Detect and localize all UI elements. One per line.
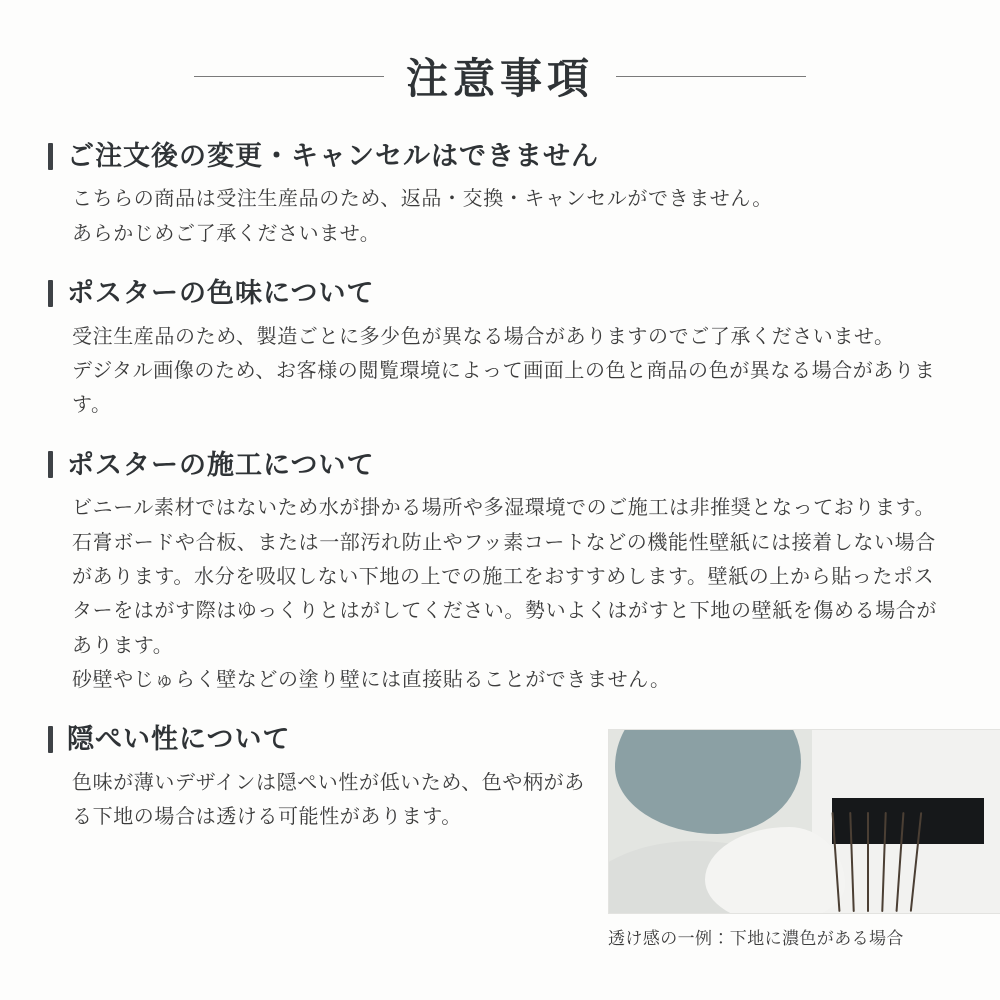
figure-caption: 透け感の一例：下地に濃色がある場合 (608, 929, 904, 949)
section-order-change (48, 140, 952, 251)
section-heading-label: 隠ぺい性について (67, 724, 291, 755)
opacity-text-column (48, 723, 588, 834)
section-paragraph: 砂壁やじゅらく壁などの塗り壁には直接貼ることができません。 (72, 669, 671, 692)
opacity-figure-column (608, 729, 1000, 949)
section-heading (48, 277, 952, 309)
sample-poster-image (608, 729, 1000, 914)
section-paragraph: 受注生産品のため、製造ごとに多少色が異なる場合がありますのでご了承くださいませ。 (72, 325, 895, 348)
heading-accent-bar (48, 143, 53, 170)
section-paragraph: あらかじめご了承くださいませ。 (72, 222, 381, 245)
title-rule-left (194, 76, 384, 77)
section-paragraph: ビニール素材ではないため水が掛かる場所や多湿環境でのご施工は非推奨となっております。石膏ボードや合板、または一部汚れ防止やフッ素コートなどの機能性壁紙には接着しない場合があります。水分を吸収しない下地の上での施工をおすすめします。壁紙の上から貼ったポスターをはがす際はゆっくりとはがしてください。勢いよくはがすと下地の壁紙を傷める場合があります。 (72, 497, 937, 657)
section-heading-label: ご注文後の変更・キャンセルはできません (67, 141, 599, 171)
section-heading-label: ポスターの施工について (67, 449, 375, 480)
section-paragraph: デジタル画像のため、お客様の閲覧環境によって画面上の色と商品の色が異なる場合があります。 (72, 359, 936, 417)
section-heading (48, 723, 588, 755)
section-poster-installation (48, 449, 952, 698)
notice-sections (0, 106, 1000, 949)
section-opacity (48, 723, 952, 949)
section-paragraph: こちらの商品は受注生産品のため、返品・交換・キャンセルができません。 (72, 188, 773, 211)
heading-accent-bar (48, 280, 53, 307)
section-heading (48, 449, 952, 481)
heading-accent-bar (48, 451, 53, 478)
section-poster-color (48, 277, 952, 423)
opacity-split (48, 723, 952, 949)
heading-accent-bar (48, 726, 53, 753)
section-paragraph: 色味が薄いデザインは隠ぺい性が低いため、色や柄がある下地の場合は透ける可能性があります。 (72, 771, 585, 829)
page-title-row (0, 0, 1000, 106)
figure-line-cluster (833, 812, 925, 912)
section-heading-label: ポスターの色味について (67, 278, 375, 309)
page-title: 注意事項 (405, 55, 594, 102)
title-rule-right (616, 76, 806, 77)
section-heading (48, 140, 952, 172)
